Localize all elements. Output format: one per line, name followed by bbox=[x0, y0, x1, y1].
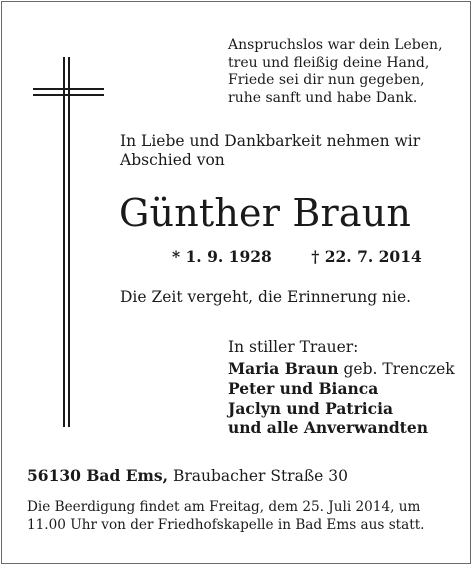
life-dates bbox=[172, 247, 422, 266]
cross-vertical-bar bbox=[63, 57, 65, 427]
poem-line: ruhe sanft und habe Dank. bbox=[228, 89, 418, 106]
mourner-name: Maria Braun bbox=[228, 359, 339, 378]
poem-line: treu und fleißig deine Hand, bbox=[228, 54, 430, 71]
mourner-name: Peter und Bianca bbox=[228, 379, 379, 399]
mourner-maiden-name: geb. Trenczek bbox=[338, 360, 455, 378]
birth-date: * 1. 9. 1928 bbox=[172, 247, 272, 266]
mourner-name: Jaclyn und Patricia bbox=[228, 398, 394, 418]
address-street: Braubacher Straße 30 bbox=[168, 467, 349, 485]
poem-line: Friede sei dir nun gegeben, bbox=[228, 72, 425, 88]
intro-text bbox=[120, 132, 420, 170]
mourner-name: und alle Anverwandten bbox=[228, 417, 428, 437]
funeral-line: 11.00 Uhr von der Friedhofskapelle in Bad Ems aus statt. bbox=[27, 517, 425, 533]
intro-line: Abschied von bbox=[120, 151, 225, 169]
cross-horizontal-bar bbox=[33, 88, 104, 90]
motto: Die Zeit vergeht, die Erinnerung nie. bbox=[120, 288, 412, 306]
funeral-info bbox=[27, 498, 447, 534]
death-date: † 22. 7. 2014 bbox=[311, 247, 422, 266]
deceased-name: Günther Braun bbox=[119, 191, 412, 235]
address bbox=[27, 466, 348, 485]
mourning-label: In stiller Trauer: bbox=[228, 338, 359, 356]
poem bbox=[228, 37, 443, 107]
poem-line: Anspruchslos war dein Leben, bbox=[228, 37, 443, 53]
funeral-line: Die Beerdigung findet am Freitag, dem 25. Juli 2014, um bbox=[27, 499, 421, 515]
cross-vertical-bar bbox=[68, 57, 70, 427]
address-city: 56130 Bad Ems, bbox=[27, 466, 169, 485]
intro-line: In Liebe und Dankbarkeit nehmen wir bbox=[120, 132, 421, 150]
cross-horizontal-bar bbox=[33, 94, 104, 96]
mourner-line bbox=[228, 359, 455, 379]
mourners-list bbox=[228, 359, 455, 437]
